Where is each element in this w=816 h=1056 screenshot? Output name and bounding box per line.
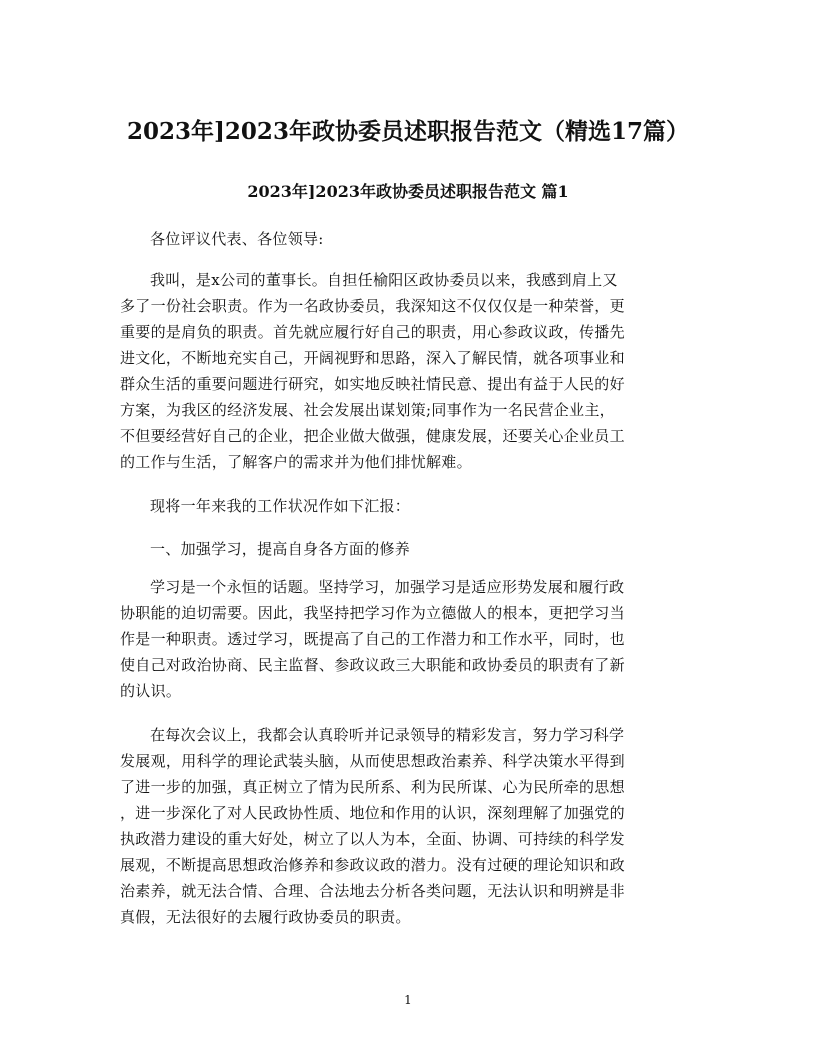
meeting-paragraph: 在每次会议上，我都会认真聆听并记录领导的精彩发言，努力学习科学 发展观，用科学的理论武装头脑，从而使思想政治素养、科学决策水平得到 了进一步的加强，真正树立了情为民所系、利为民所谋、心为民所牵的思想 ，进一步深化了对人民政协性质、地位和作用的认识，深刻理解了加强党的 执政潜力建设的重大好处，树立了以人为本，全面、协调、可持续的科学发 展观，不断提高思想政治修养和参政议政的潜力。没有过硬的理论知识和政 治素养，就无法合情、合理、合法地去分析各类问题，无法认识和明辨是非 真假，无法很好的去履行政协委员的职责。: [120, 726, 625, 926]
section-one-heading: 一、加强学习，提高自身各方面的修养: [150, 540, 411, 558]
page-number: 1: [404, 993, 412, 1007]
report-intro-paragraph: 现将一年来我的工作状况作如下汇报：: [150, 497, 411, 515]
introduction-paragraph: 我叫，是x公司的董事长。自担任榆阳区政协委员以来，我感到肩上又 多了一份社会职责。作为一名政协委员，我深知这不仅仅仅是一种荣誉，更 重要的是肩负的职责。首先就应履行好自己的职责，用心参政议政，传播先 进文化，不断地充实自己，开阔视野和思路，深入了解民情，就各项事业和 群众生活的重要问题进行研究，如实地反映社情民意、提出有益于人民的好 方案，为我区的经济发展、社会发展出谋划策;同事作为一名民营企业主， 不但要经营好自己的企业，把企业做大做强，健康发展，还要关心企业员工 的工作与生活，了解客户的需求并为他们排忧解难。: [120, 271, 625, 471]
salutation-paragraph: 各位评议代表、各位领导:: [150, 230, 324, 248]
study-paragraph: 学习是一个永恒的话题。坚持学习，加强学习是适应形势发展和履行政 协职能的迫切需要。因此，我坚持把学习作为立德做人的根本，更把学习当 作是一种职责。透过学习，既提高了自己的工作潜力和工作水平，同时，也 使自己对政治协商、民主监督、参政议政三大职能和政协委员的职责有了新 的认识。: [120, 578, 625, 700]
document-title: 2023年]2023年政协委员述职报告范文（精选17篇）: [127, 118, 689, 145]
section-heading: 2023年]2023年政协委员述职报告范文 篇1: [247, 182, 569, 201]
